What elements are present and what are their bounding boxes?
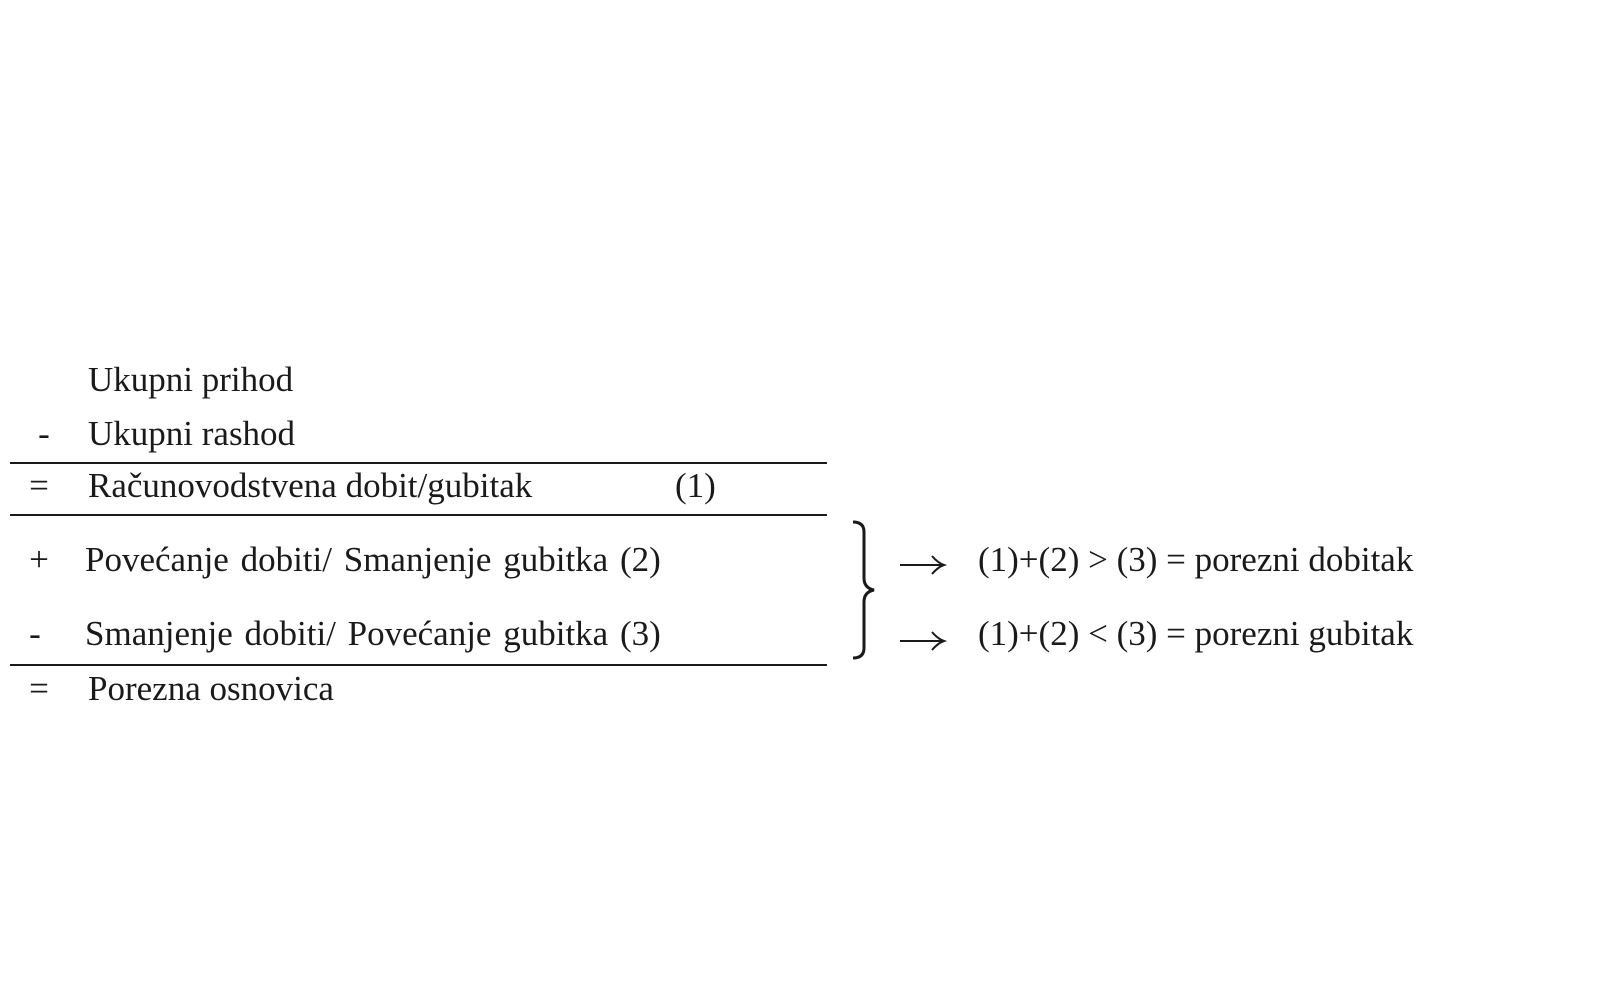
arrow-right-icon <box>898 550 948 580</box>
row-total-expense-label: Ukupni rashod <box>88 414 296 453</box>
row-accounting-profit-ref: (1) <box>675 466 716 505</box>
row-accounting-profit-label: Računovodstvena dobit/gubitak <box>88 466 533 505</box>
row-tax-base-label: Porezna osnovica <box>88 669 334 708</box>
divider-line-1 <box>10 462 827 464</box>
row-total-expense-operator: - <box>38 414 50 453</box>
divider-line-3 <box>10 664 827 666</box>
row-increase-label: Povećanje dobiti/ Smanjenje gubitka (2) <box>85 540 661 579</box>
row-decrease-label: Smanjenje dobiti/ Povećanje gubitka (3) <box>85 614 661 653</box>
row-decrease-operator: - <box>29 614 41 653</box>
right-brace-icon <box>850 520 880 660</box>
row-tax-base-operator: = <box>29 669 49 708</box>
row-total-revenue-label: Ukupni prihod <box>88 360 294 399</box>
arrow-right-icon <box>898 626 948 656</box>
row-increase-operator: + <box>29 540 49 579</box>
outcome-tax-profit: (1)+(2) > (3) = porezni dobitak <box>978 540 1414 579</box>
divider-line-2 <box>10 514 827 516</box>
row-accounting-profit-operator: = <box>29 466 49 505</box>
outcome-tax-loss: (1)+(2) < (3) = porezni gubitak <box>978 614 1414 653</box>
